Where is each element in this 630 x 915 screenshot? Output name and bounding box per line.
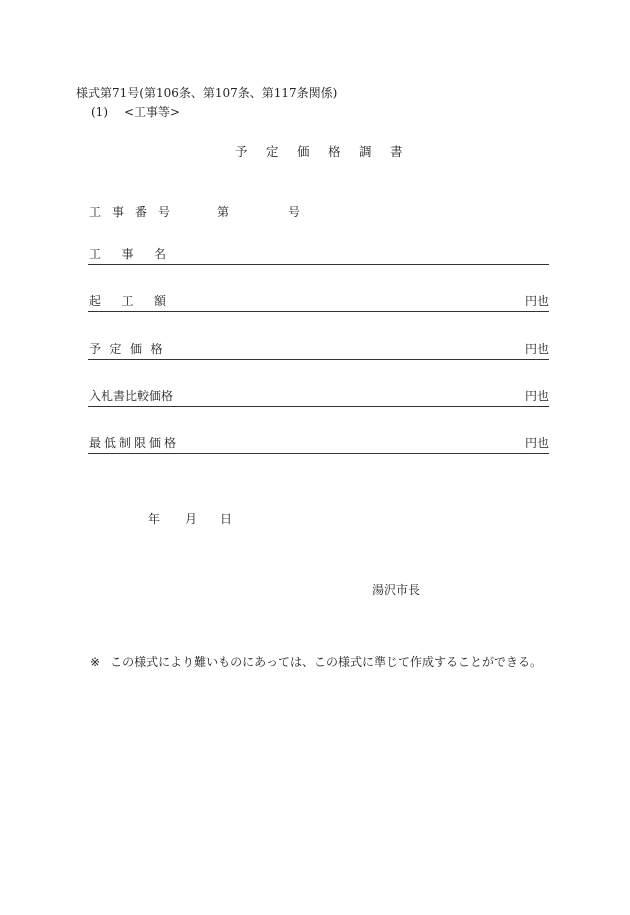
construction-number-prefix: 第 [217, 205, 230, 219]
field-row-bid-comparison-price [88, 386, 549, 407]
field-label-minimum-price: 最低制限価格 [89, 436, 180, 450]
field-unit-bid-comparison-price: 円也 [524, 389, 549, 403]
form-number: 様式第71号(第106条、第107条、第117条関係) [76, 86, 338, 100]
form-subtitle [91, 103, 180, 120]
field-unit-minimum-price: 円也 [524, 436, 549, 450]
note-text: この様式により難いものにあっては、この様式に準じて作成することができる。 [110, 655, 542, 669]
note-mark: ※ [90, 655, 101, 669]
footnote [90, 653, 542, 670]
construction-number-label: 工事番号 [89, 205, 182, 219]
field-unit-estimated-price: 円也 [524, 342, 549, 356]
field-label-bid-comparison-price: 入札書比較価格 [89, 389, 174, 403]
issuer-name: 湯沢市長 [372, 583, 421, 597]
field-row-initial-amount [88, 291, 549, 312]
field-row-minimum-price [88, 433, 549, 454]
field-label-construction-name: 工事名 [89, 247, 187, 261]
field-unit-initial-amount: 円也 [524, 294, 549, 308]
field-label-initial-amount: 起工額 [89, 294, 187, 308]
date-month-label: 月 [185, 512, 198, 526]
item-number: (1) [91, 105, 108, 119]
field-row-construction-name [88, 244, 549, 265]
field-label-estimated-price: 予定価格 [89, 342, 172, 356]
date-year-label: 年 [148, 512, 161, 526]
construction-number-suffix: 号 [288, 205, 301, 219]
category-label: <工事等> [124, 105, 181, 119]
document-title: 予定価格調書 [235, 144, 422, 159]
field-row-estimated-price [88, 339, 549, 360]
date-day-label: 日 [220, 512, 233, 526]
